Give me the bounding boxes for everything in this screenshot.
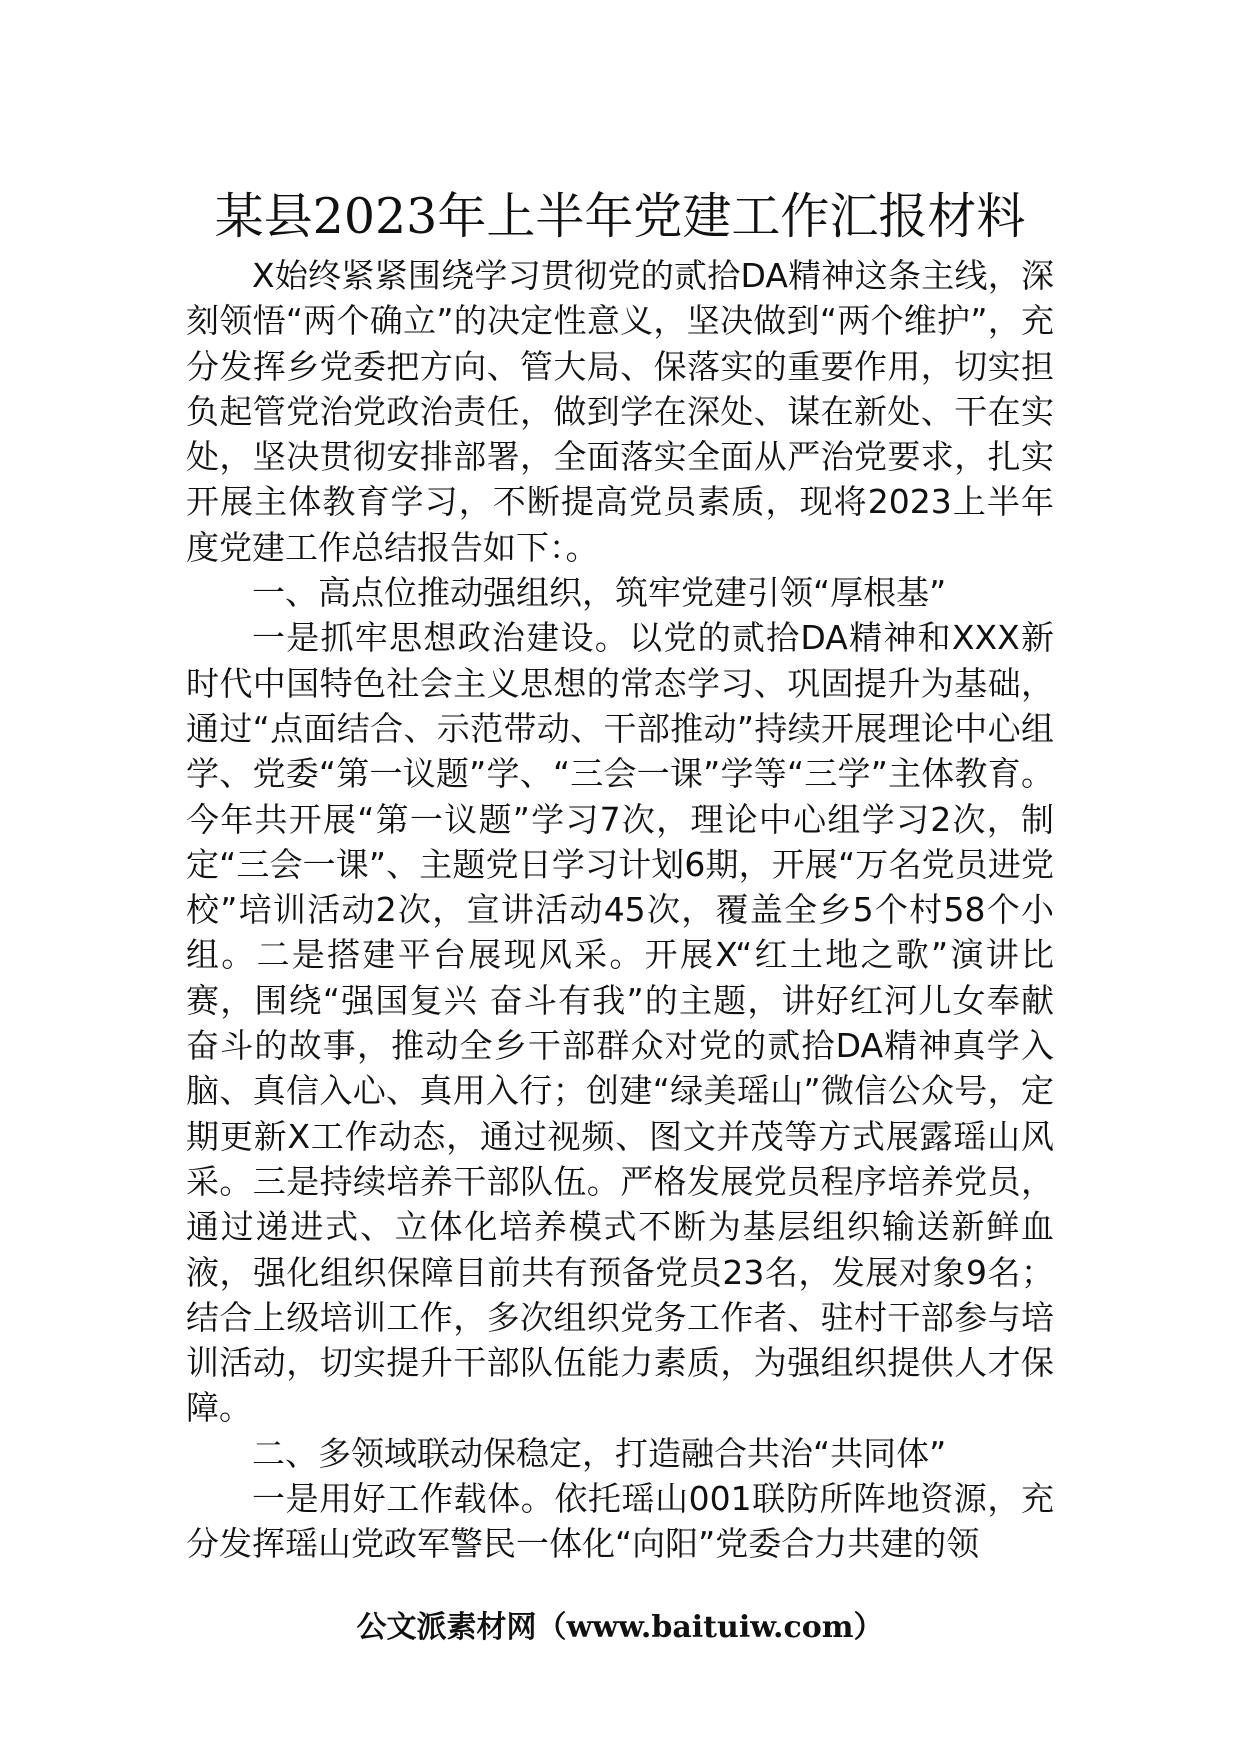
body-paragraph: 一是用好工作载体。依托瑶山001联防所阵地资源，充分发挥瑶山党政军警民一体化“向阳”党委合力共建的领 <box>186 1479 1054 1564</box>
footer-watermark: 公文派素材网（www.baituiw.com） <box>356 1610 884 1645</box>
intro-paragraph: X始终紧紧围绕学习贯彻党的贰拾DA精神这条主线，深刻领悟“两个确立”的决定性意义，坚决做到“两个维护”，充分发挥乡党委把方向、管大局、保落实的重要作用，切实担负起管党治党政治责任，做到学在深处、谋在新处、干在实处，坚决贯彻安排部署，全面落实全面从严治党要求，扎实开展主体教育学习，不断提高党员素质，现将2023上半年度党建工作总结报告如下：。 <box>186 256 1054 567</box>
body-paragraph: 一是抓牢思想政治建设。以党的贰拾DA精神和XXX新时代中国特色社会主义思想的常态学习、巩固提升为基础，通过“点面结合、示范带动、干部推动”持续开展理论中心组学、党委“第一议题”学、“三会一课”学等“三学”主体教育。今年共开展“第一议题”学习7次，理论中心组学习2次，制定“三会一课”、主题党日学习计划6期，开展“万名党员进党校”培训活动2次，宣讲活动45次，覆盖全乡5个村58个小组。二是搭建平台展现风采。开展X“红土地之歌”演讲比赛，围绕“强国复兴 奋斗有我”的主题，讲好红河儿女奉献奋斗的故事，推动全乡干部群众对党的贰拾DA精神真学入脑、真信入心、真用入行；创建“绿美瑶山”微信公众号，定期更新X工作动态，通过视频、图文并茂等方式展露瑶山风采。三是持续培养干部队伍。严格发展党员程序培养党员，通过递进式、立体化培养模式不断为基层组织输送新鲜血液，强化组织保障目前共有预备党员23名，发展对象9名；结合上级培训工作，多次组织党务工作者、驻村干部参与培训活动，切实提升干部队伍能力素质，为强组织提供人才保障。 <box>186 618 1054 1428</box>
document-body <box>186 253 1054 1567</box>
document-title: 某县2023年上半年党建工作汇报材料 <box>214 188 1026 245</box>
section-heading-1: 一、高点位推动强组织，筑牢党建引领“厚根基” <box>252 573 947 613</box>
section-heading-2: 二、多领域联动保稳定，打造融合共治“共同体” <box>252 1433 947 1473</box>
